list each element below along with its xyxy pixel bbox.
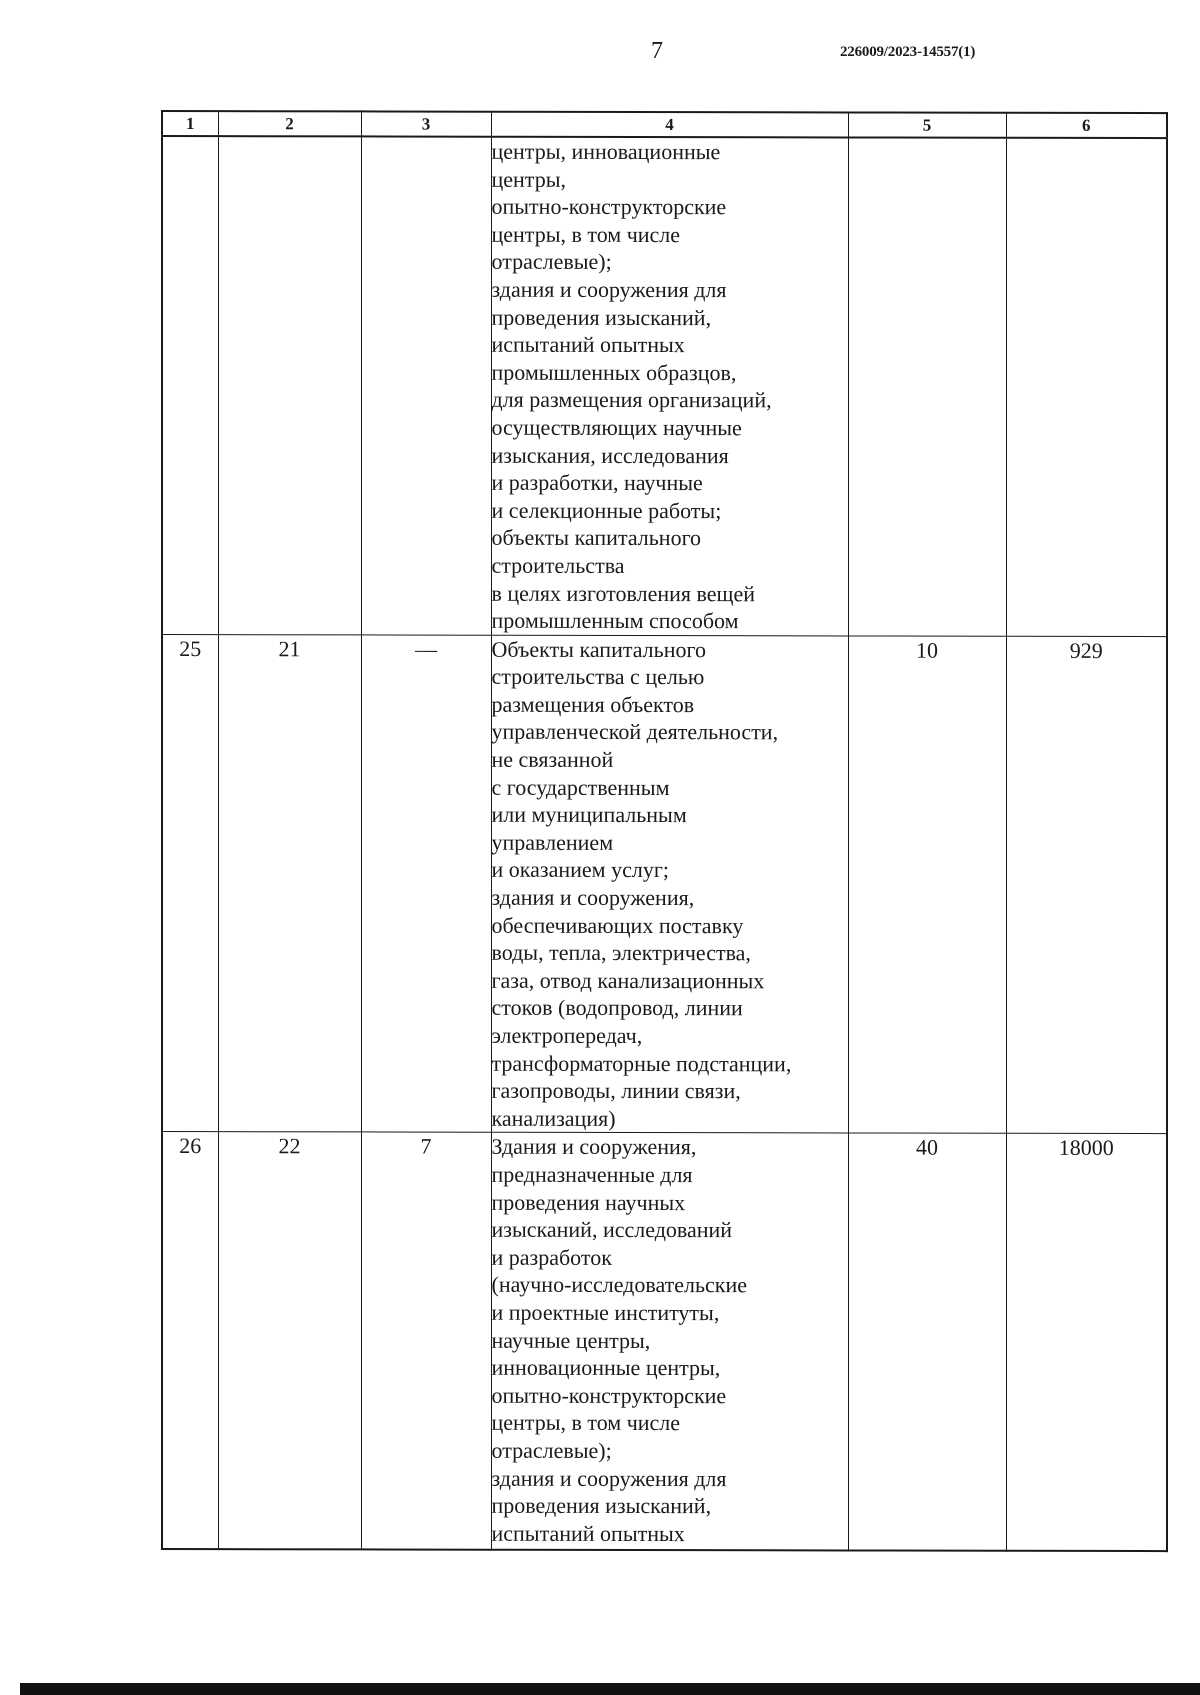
description-line: объекты капитального	[491, 525, 702, 551]
description-line: и оказанием услуг;	[491, 857, 669, 883]
column-6-cell: 929	[1006, 636, 1167, 1134]
description-line: промышленным способом	[491, 607, 739, 634]
description-line: проведения научных	[491, 1189, 686, 1215]
description-cell	[491, 635, 848, 1133]
description-line: здания и сооружения для	[491, 276, 727, 303]
column-header: 5	[848, 112, 1006, 137]
description-line: управлением	[491, 829, 614, 855]
description-line: и разработок	[491, 1244, 612, 1270]
description-line: не связанной	[491, 746, 614, 773]
page-number: 7	[651, 38, 663, 64]
description-line: отраслевые);	[491, 1437, 612, 1463]
description-line: (научно-исследовательские	[491, 1272, 748, 1298]
table-row	[162, 1132, 1167, 1551]
table-header-row	[162, 111, 1167, 138]
column-header: 1	[162, 111, 218, 136]
description-line: газа, отвод канализационных	[491, 967, 765, 994]
row-number-cell: 26	[162, 1132, 218, 1549]
description-line: здания и сооружения для	[491, 1465, 727, 1491]
description-line: Здания и сооружения,	[491, 1134, 697, 1160]
description-line: трансформаторные подстанции,	[491, 1050, 792, 1076]
column-2-cell: 22	[218, 1132, 361, 1549]
description-line: строительства с целью	[491, 663, 705, 690]
description-line: испытаний опытных	[491, 1520, 685, 1546]
description-line: центры, инновационные	[491, 138, 721, 165]
description-line: или муниципальным	[491, 801, 687, 828]
description-line: центры, в том числе	[491, 221, 681, 247]
description-line: в целях изготовления вещей	[491, 580, 756, 606]
description-line: и проектные институты,	[491, 1299, 720, 1326]
description-line: центры,	[491, 166, 566, 192]
description-line: и разработки, научные	[491, 469, 703, 496]
description-line: центры, в том числе	[491, 1410, 681, 1436]
description-line: изысканий, исследований	[491, 1216, 733, 1243]
description-line: здания и сооружения,	[491, 884, 695, 911]
column-5-cell: 10	[848, 636, 1006, 1134]
column-2-cell: 21	[218, 634, 361, 1132]
description-line: и селекционные работы;	[491, 497, 722, 523]
description-line: отраслевые);	[491, 249, 612, 275]
column-3-cell	[361, 136, 491, 634]
description-line: управленческой деятельности,	[491, 719, 779, 745]
column-5-cell	[848, 137, 1006, 636]
description-line: предназначенные для	[491, 1161, 693, 1188]
description-line: проведения изысканий,	[491, 1492, 712, 1519]
column-header: 6	[1006, 113, 1167, 138]
description-cell	[491, 137, 848, 636]
row-number-cell	[162, 136, 218, 634]
scan-edge-bar	[20, 1683, 1200, 1695]
description-line: электропередач,	[491, 1022, 643, 1049]
document-id: 226009/2023-14557(1)	[840, 44, 976, 60]
description-line: воды, тепла, электричества,	[491, 939, 751, 966]
description-line: для размещения организаций,	[491, 387, 772, 413]
description-line: с государственным	[491, 774, 670, 800]
description-line: научные центры,	[491, 1327, 651, 1353]
description-line: опытно-конструкторские	[491, 193, 727, 220]
description-line: испытаний опытных	[491, 331, 685, 358]
column-5-cell: 40	[848, 1133, 1006, 1550]
column-header: 4	[491, 112, 848, 138]
table-row	[162, 136, 1167, 636]
description-line: Объекты капитального	[491, 636, 706, 662]
column-2-cell	[218, 136, 361, 634]
description-line: изыскания, исследования	[491, 442, 729, 468]
table-body	[162, 136, 1167, 1551]
description-line: канализация)	[491, 1105, 616, 1131]
column-header: 2	[218, 111, 361, 136]
column-header: 3	[361, 111, 491, 136]
description-line: размещения объектов	[491, 691, 695, 717]
description-line: стоков (водопровод, линии	[491, 995, 743, 1021]
description-line: обеспечивающих поставку	[491, 912, 744, 938]
column-3-cell: —	[361, 635, 491, 1133]
description-line: проведения изысканий,	[491, 304, 712, 330]
description-line: газопроводы, линии связи,	[491, 1077, 741, 1104]
column-6-cell: 18000	[1006, 1134, 1167, 1551]
description-line: строительства	[491, 552, 625, 578]
description-line: опытно-конструкторские	[491, 1382, 727, 1408]
description-line: промышленных образцов,	[491, 359, 737, 385]
description-cell	[491, 1133, 848, 1551]
description-line: осуществляющих научные	[491, 414, 742, 441]
column-3-cell: 7	[361, 1132, 491, 1549]
column-6-cell	[1006, 138, 1167, 637]
row-number-cell: 25	[162, 634, 218, 1132]
table-row	[162, 634, 1167, 1134]
description-line: инновационные центры,	[491, 1354, 721, 1381]
data-table	[161, 110, 1168, 1552]
